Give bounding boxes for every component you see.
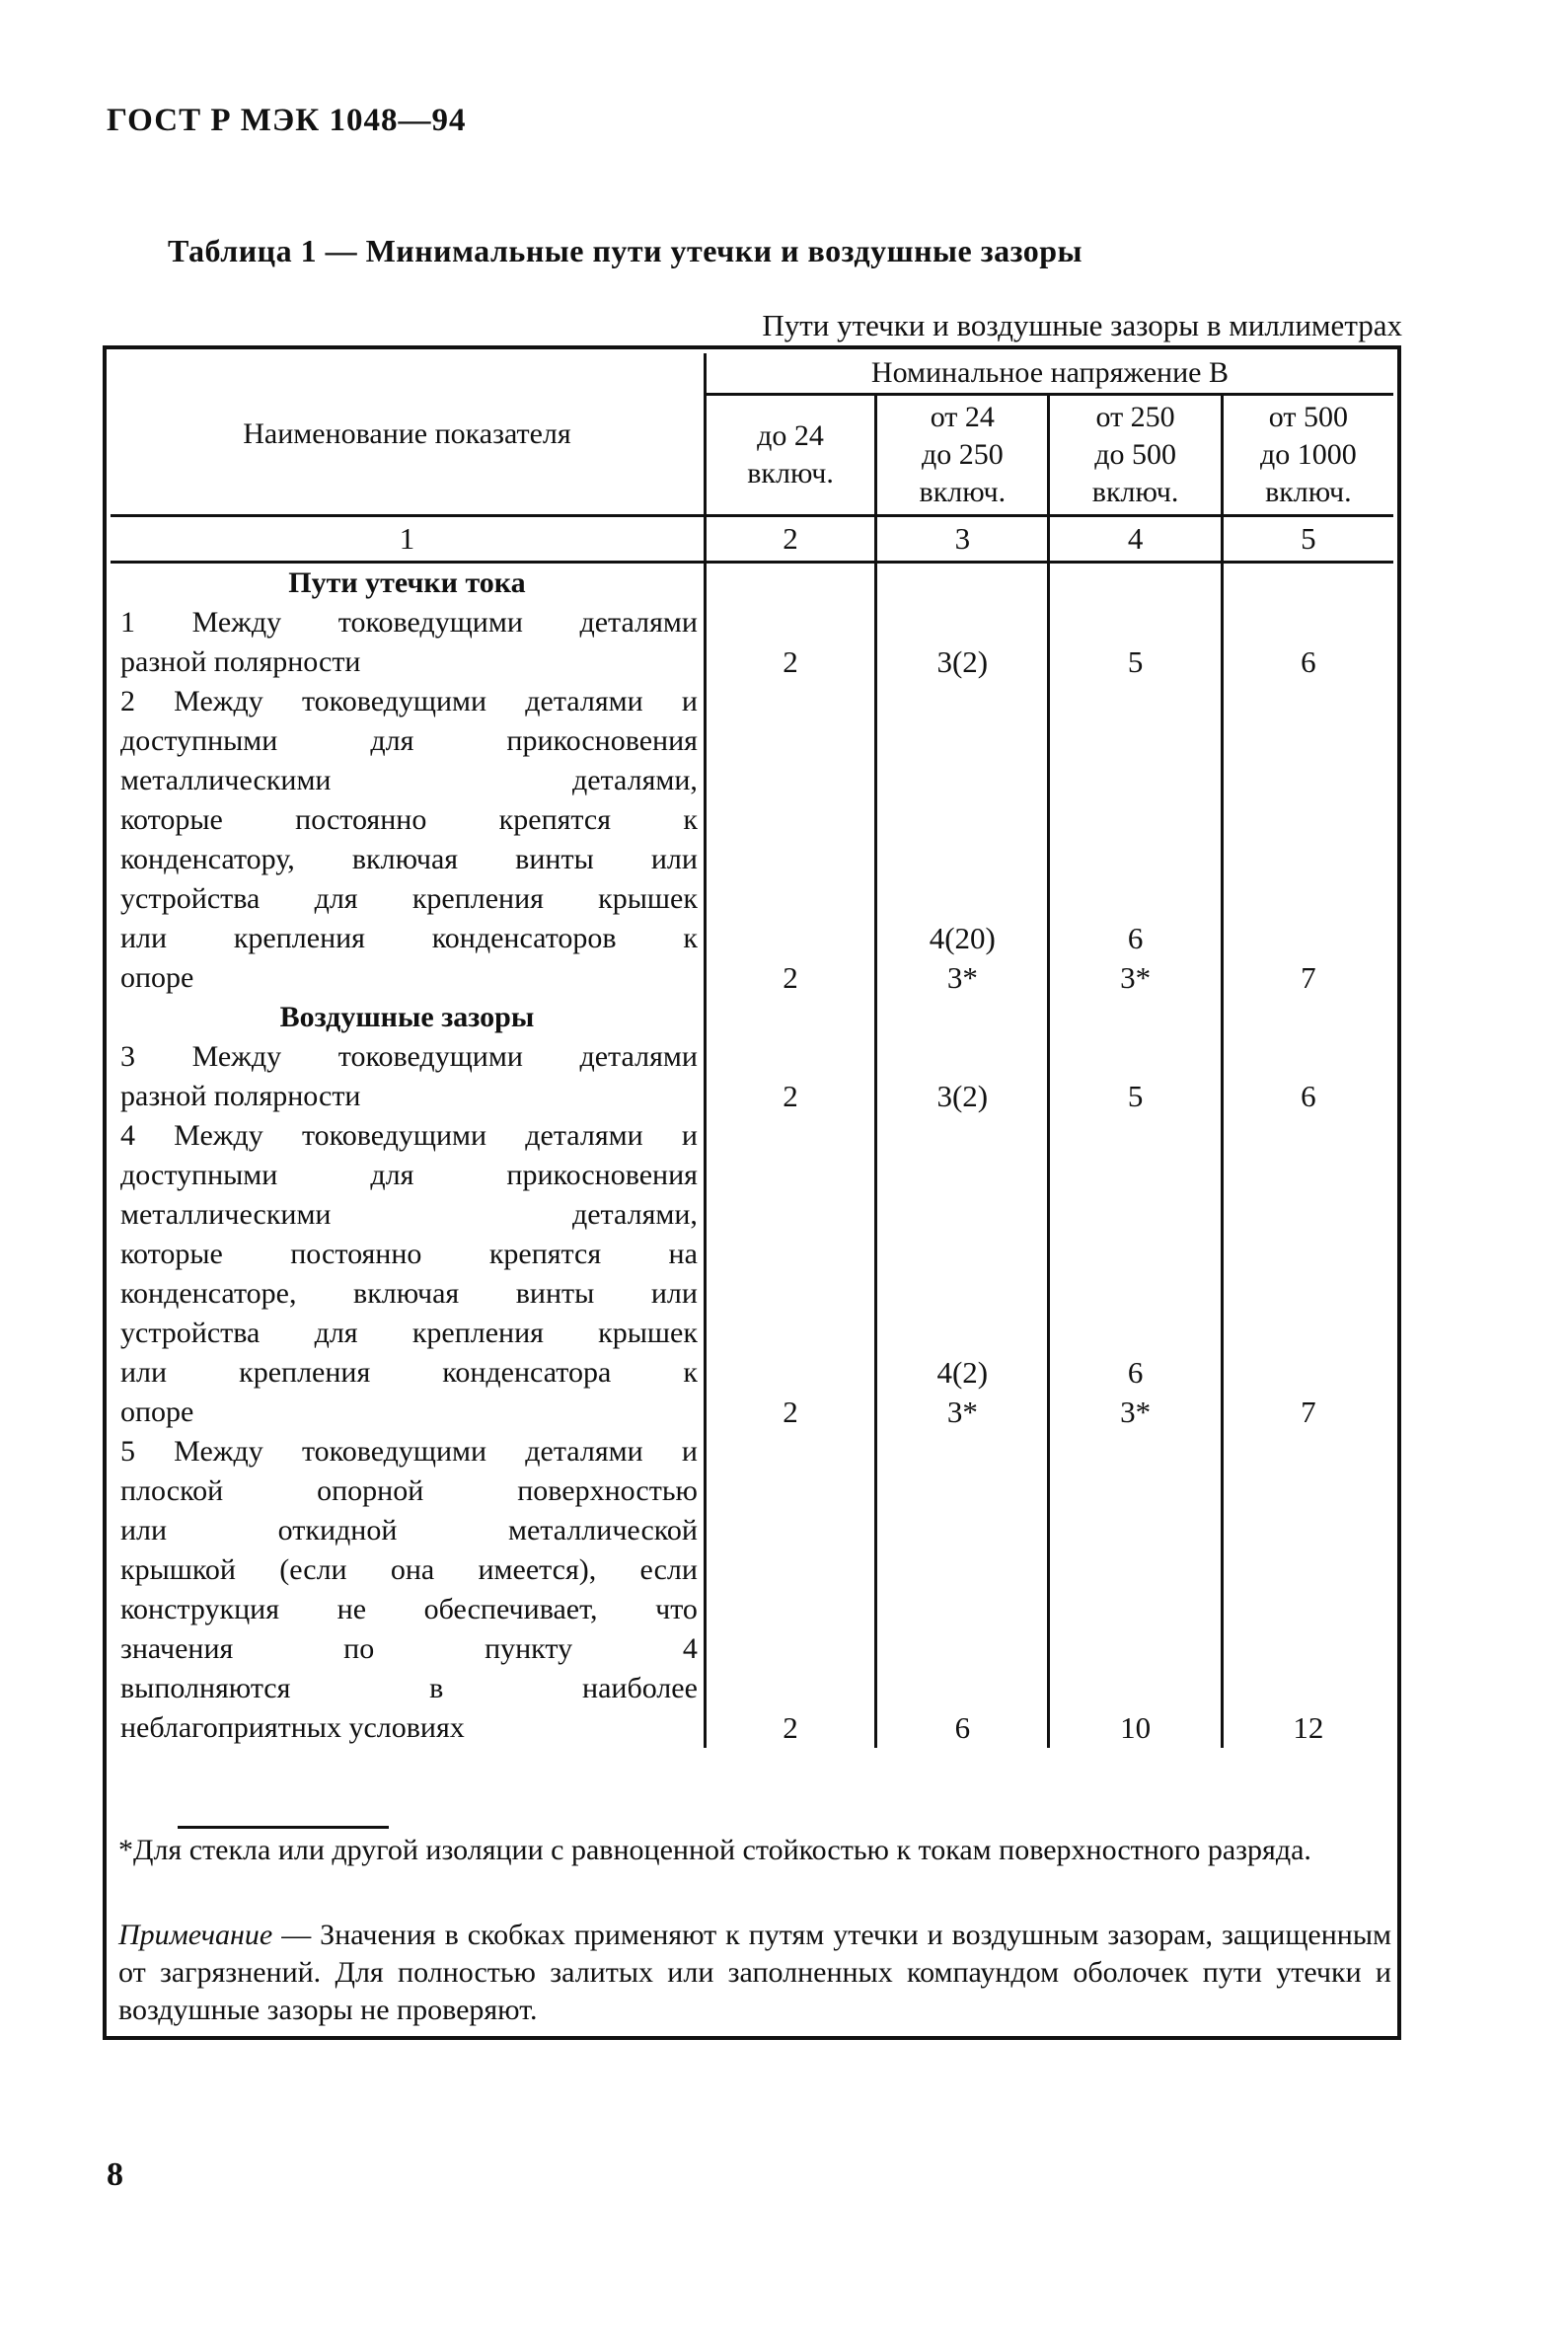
empty-cell (1222, 563, 1393, 604)
description-line: 5 Между токоведущими деталями и (120, 1435, 698, 1468)
value-cell: 5 (1049, 603, 1222, 682)
column-number: 5 (1222, 516, 1393, 563)
table-frame (103, 345, 1401, 2040)
description-line: устройства для крепления крышек (120, 1317, 698, 1349)
row-description (111, 603, 705, 682)
description-line: разной полярности (120, 1080, 361, 1112)
row-description (111, 682, 705, 998)
voltage-col-header (1049, 395, 1222, 516)
description-line: устройства для крепления крышек (120, 882, 698, 915)
empty-cell (1222, 998, 1393, 1037)
description-line: 1 Между токоведущими деталями (120, 606, 698, 639)
page-number: 8 (107, 2156, 123, 2193)
voltage-col-line: до 1000 (1259, 438, 1357, 471)
note-label: Примечание (118, 1919, 273, 1951)
description-line: доступными для прикосновения (120, 724, 698, 757)
column-number: 1 (111, 516, 705, 563)
voltage-col-line: от 250 (1095, 401, 1175, 433)
table-row (111, 682, 1393, 998)
value-cell: 3(2) (876, 603, 1049, 682)
description-line: или крепления конденсаторов к (120, 922, 698, 954)
description-line: опоре (120, 1396, 194, 1428)
description-line: или крепления конденсатора к (120, 1356, 698, 1389)
voltage-col-line: до 24 (757, 419, 824, 452)
value-cell: 5 (1049, 1037, 1222, 1116)
table-row (111, 1116, 1393, 1432)
description-line: неблагоприятных условиях (120, 1711, 465, 1744)
description-line: 3 Между токоведущими деталями (120, 1040, 698, 1073)
table-row (111, 1432, 1393, 1748)
row-description (111, 1432, 705, 1748)
description-line: или откидной металлической (120, 1514, 698, 1547)
voltage-col-line: до 500 (1094, 438, 1176, 471)
table-title: Таблица 1 — Минимальные пути утечки и воздушные зазоры (168, 233, 1083, 268)
column-number: 2 (705, 516, 875, 563)
value-cell: 10 (1049, 1432, 1222, 1748)
voltage-col-header (876, 395, 1049, 516)
empty-cell (705, 563, 875, 604)
empty-cell (705, 998, 875, 1037)
description-line: которые постоянно крепятся к (120, 803, 698, 836)
note-text: — Значения в скобках применяют к путям утечки и воздушным зазорам, защищенным от загрязнений. Для полностью залитых или заполненных компаундом оболочек пути утечки и воздушные зазоры не проверяют. (118, 1919, 1391, 2026)
description-line: опоре (120, 961, 194, 994)
voltage-col-header (1222, 395, 1393, 516)
empty-cell (1049, 563, 1222, 604)
row-description (111, 1116, 705, 1432)
voltage-col-line: от 500 (1268, 401, 1348, 433)
value-cell: 7 (1222, 1116, 1393, 1432)
value-cell: 2 (705, 1432, 875, 1748)
voltage-col-line: включ. (1091, 476, 1179, 508)
voltage-header: Номинальное напряжение В (705, 353, 1393, 395)
empty-cell (876, 563, 1049, 604)
description-line: которые постоянно крепятся на (120, 1238, 698, 1270)
voltage-col-line: от 24 (930, 401, 995, 433)
description-line: металлическими деталями, (120, 764, 698, 796)
footnote: *Для стекла или другой изоляции с равноценной стойкостью к токам поверхностного разряда. (118, 1834, 1311, 1866)
table-note (118, 1917, 1391, 2029)
document-code: ГОСТ Р МЭК 1048—94 (107, 103, 467, 138)
empty-cell (876, 998, 1049, 1037)
table-row (111, 603, 1393, 682)
value-cell: 2 (705, 1037, 875, 1116)
value-cell: 7 (1222, 682, 1393, 998)
table-row (111, 1037, 1393, 1116)
voltage-col-line: включ. (1265, 476, 1352, 508)
description-line: крышкой (если она имеется), если (120, 1553, 698, 1586)
description-line: конденсаторе, включая винты или (120, 1277, 698, 1310)
value-cell: 6 (1222, 603, 1393, 682)
description-line: конструкция не обеспечивает, что (120, 1593, 698, 1625)
row-description (111, 1037, 705, 1116)
section-title: Воздушные зазоры (111, 998, 705, 1037)
footnote-rule (178, 1826, 389, 1829)
value-cell: 2 (705, 603, 875, 682)
voltage-col-header (705, 395, 875, 516)
col-header-name: Наименование показателя (111, 353, 705, 516)
description-line: выполняются в наиболее (120, 1672, 698, 1704)
voltage-col-line: включ. (747, 457, 834, 490)
section-title: Пути утечки тока (111, 563, 705, 604)
description-line: 4 Между токоведущими деталями и (120, 1119, 698, 1152)
value-cell: 6 (1222, 1037, 1393, 1116)
units-caption: Пути утечки и воздушные зазоры в миллиметрах (762, 308, 1402, 342)
column-number: 3 (876, 516, 1049, 563)
value-cell: 4(20) 3* (876, 682, 1049, 998)
value-cell: 6 3* (1049, 1116, 1222, 1432)
description-line: доступными для прикосновения (120, 1159, 698, 1191)
description-line: значения по пункту 4 (120, 1632, 698, 1665)
value-cell: 3(2) (876, 1037, 1049, 1116)
value-cell: 6 (876, 1432, 1049, 1748)
voltage-col-line: до 250 (921, 438, 1004, 471)
value-cell: 6 3* (1049, 682, 1222, 998)
description-line: плоской опорной поверхностью (120, 1474, 698, 1507)
description-line: металлическими деталями, (120, 1198, 698, 1231)
description-line: 2 Между токоведущими деталями и (120, 685, 698, 717)
value-cell: 12 (1222, 1432, 1393, 1748)
description-line: разной полярности (120, 645, 361, 678)
value-cell: 4(2) 3* (876, 1116, 1049, 1432)
description-line: конденсатору, включая винты или (120, 843, 698, 875)
value-cell: 2 (705, 1116, 875, 1432)
value-cell: 2 (705, 682, 875, 998)
clearance-table (111, 353, 1393, 1748)
voltage-col-line: включ. (919, 476, 1007, 508)
column-number: 4 (1049, 516, 1222, 563)
empty-cell (1049, 998, 1222, 1037)
